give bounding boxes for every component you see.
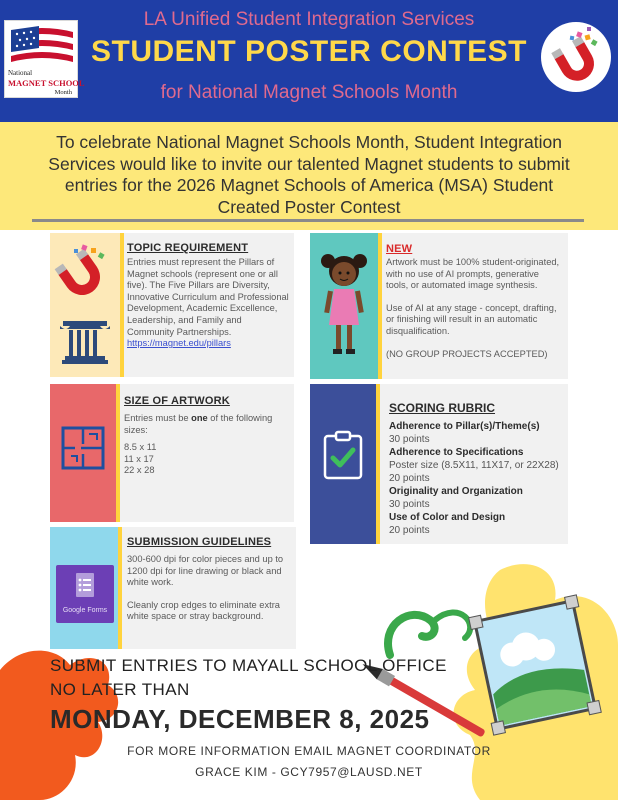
pillar-icon <box>60 319 110 365</box>
header-banner <box>0 0 618 122</box>
size-icon-panel <box>50 384 116 522</box>
rubric-item <box>389 446 564 485</box>
submission-title: SUBMISSION GUIDELINES <box>127 536 272 548</box>
size-title: SIZE OF ARTWORK <box>124 395 230 407</box>
magnet-icon <box>50 235 120 305</box>
rubric-item <box>389 420 564 446</box>
submission-icon-panel <box>50 527 118 649</box>
rubric-item-name: Originality and Organization <box>389 486 523 497</box>
magnet-icon <box>541 22 611 92</box>
contact-line-1: FOR MORE INFORMATION EMAIL MAGNET COORDINATOR <box>127 744 491 758</box>
google-forms-label: Google Forms <box>62 607 108 614</box>
google-forms-icon <box>56 567 114 607</box>
rubric-item-points: 20 points <box>389 473 430 484</box>
rubric-item <box>389 485 564 511</box>
topic-title: TOPIC REQUIREMENT <box>127 242 249 254</box>
rubric-item-detail: Poster size (8.5X11, 11X17, or 22X28) <box>389 460 559 471</box>
rubric-item-name: Adherence to Pillar(s)/Theme(s) <box>389 421 540 432</box>
google-forms-logo <box>56 565 114 623</box>
new-note: (NO GROUP PROJECTS ACCEPTED) <box>386 348 548 359</box>
rubric-item-name: Use of Color and Design <box>389 512 506 523</box>
clipboard-check-icon <box>323 430 363 480</box>
accent-bar <box>378 233 382 379</box>
size-option: 22 x 28 <box>124 465 155 476</box>
size-of-artwork-card <box>50 384 294 522</box>
submission-para-2: Cleanly crop edges to eliminate extra white space or stray background. <box>127 599 280 622</box>
new-para-2: Use of AI at any stage - concept, drafting, or finishing will result in an automatic disqualification. <box>386 302 557 336</box>
floor-plan-icon <box>61 426 105 470</box>
accent-bar <box>120 233 124 377</box>
new-title: NEW <box>386 243 413 255</box>
rubric-item-points: 20 points <box>389 525 430 536</box>
divider <box>32 219 584 222</box>
contact-email[interactable]: GRACE KIM - GCY7957@LAUSD.NET <box>195 765 423 779</box>
pillars-link[interactable]: https://magnet.edu/pillars <box>127 338 231 349</box>
student-girl-icon <box>319 249 369 359</box>
accent-bar <box>116 384 120 522</box>
magnet-logo <box>541 22 611 92</box>
page-title: STUDENT POSTER CONTEST <box>90 35 528 68</box>
rubric-icon-panel <box>310 384 376 544</box>
intro-text: To celebrate National Magnet Schools Month, Student Integration Services would like to invite our talented Magnet students to submit entries for the 2026 Magnet Schools of America (MSA) Student Created Poster Contest <box>48 132 570 217</box>
organization-name: LA Unified Student Integration Services <box>143 9 475 30</box>
rubric-item-name: Adherence to Specifications <box>389 447 524 458</box>
size-option: 8.5 x 11 <box>124 442 157 453</box>
logo-line-month: Month <box>54 89 72 96</box>
rubric-item-points: 30 points <box>389 499 430 510</box>
topic-icon-panel <box>50 233 120 377</box>
deadline-date: MONDAY, DECEMBER 8, 2025 <box>50 704 430 734</box>
rubric-item <box>389 511 564 537</box>
accent-bar <box>118 527 122 649</box>
new-para-1: Artwork must be 100% student-originated, with no use of AI prompts, generative tools, or automated image synthesis. <box>386 257 560 291</box>
page-subtitle: for National Magnet Schools Month <box>160 82 458 103</box>
topic-requirement-card <box>50 233 294 377</box>
submit-line-2: NO LATER THAN <box>50 680 190 699</box>
submit-line-1: SUBMIT ENTRIES TO MAYALL SCHOOL OFFICE <box>50 656 447 675</box>
new-icon-panel <box>310 233 378 379</box>
size-option: 11 x 17 <box>124 453 154 464</box>
logo-line-national: National <box>8 69 33 77</box>
size-intro: Entries must be one of the following sizes: <box>124 413 273 435</box>
scoring-rubric-card <box>310 384 568 544</box>
topic-body: Entries must represent the Pillars of Magnet schools (represent one or all five). The Five Pillars are Diversity, Innovative Curriculum and Professional Development, Academic Excellence, Leadership, and Family and Community Partnerships. <box>127 257 289 337</box>
rubric-title: SCORING RUBRIC <box>389 401 496 415</box>
submission-para-1: 300-600 dpi for color pieces and up to 1200 dpi for line drawing or black and white work. <box>127 554 284 588</box>
new-rules-card <box>310 233 568 379</box>
submission-guidelines-card <box>50 527 296 649</box>
intro-band <box>0 122 618 230</box>
accent-bar <box>376 384 380 544</box>
logo-line-magnet-school: MAGNET SCHOOL <box>8 78 85 88</box>
rubric-item-points: 30 points <box>389 434 430 445</box>
